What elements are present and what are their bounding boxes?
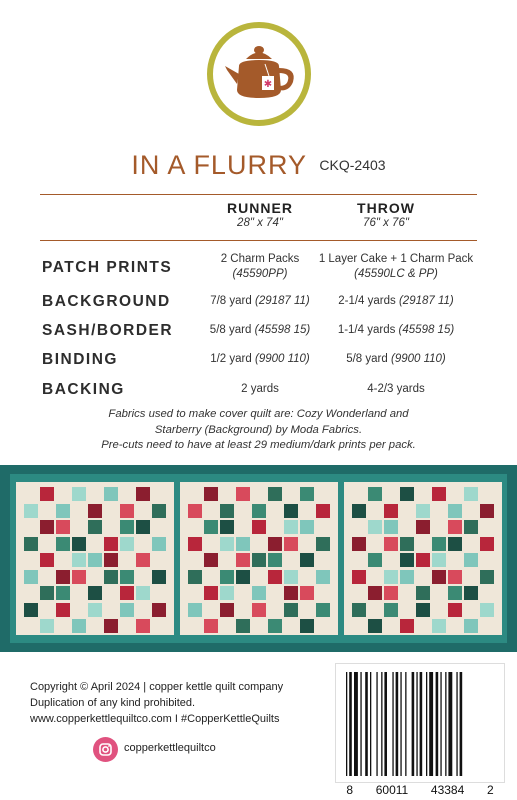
quilt-patch [204,553,218,567]
throw-binding [306,352,486,367]
quilt-patch [316,504,330,518]
throw-binding-code: (9900 110) [390,353,446,365]
quilt-patch [104,487,118,501]
quilt-patch [40,553,54,567]
quilt-patch [104,570,118,584]
quilt-patch [432,537,446,551]
quilt-patch [316,603,330,617]
runner-column-header [190,200,330,229]
quilt-patch [368,619,382,633]
quilt-patch [368,520,382,534]
fabric-note-line-1: Fabrics used to make cover quilt are: Cozy Wonderland and [108,408,409,420]
throw-background-code: (29187 11) [398,295,454,307]
quilt-patch [24,603,38,617]
quilt-patch [56,537,70,551]
quilt-patch [416,586,430,600]
throw-patch-prints-code: (45590LC & PP) [354,268,438,280]
quilt-patch [120,504,134,518]
quilt-patch [368,553,382,567]
quilt-patch [352,537,366,551]
throw-backing: 4-2/3 yards [367,383,425,395]
quilt-patch [188,537,202,551]
quilt-patch [88,603,102,617]
quilt-patch [284,570,298,584]
quilt-patch [300,487,314,501]
quilt-patch [120,520,134,534]
quilt-patch [464,487,478,501]
row-label-binding: BINDING [42,351,118,368]
quilt-patch [40,619,54,633]
quilt-patch [384,504,398,518]
quilt-patch [384,603,398,617]
quilt-patch [480,570,494,584]
quilt-patch [236,537,250,551]
quilt-patch [384,520,398,534]
quilt-patch [188,504,202,518]
throw-sash-border [306,323,486,338]
top-divider [40,194,477,195]
quilt-patch [448,520,462,534]
quilt-patch [204,619,218,633]
quilt-patch [72,537,86,551]
quilt-patch [88,520,102,534]
barcode-digit-group: 2 [486,783,494,797]
quilt-patch [72,553,86,567]
logo [207,22,311,126]
quilt-patch [40,586,54,600]
quilt-patch [464,520,478,534]
quilt-patch [152,603,166,617]
quilt-patch [136,520,150,534]
quilt-patch [448,537,462,551]
quilt-patch [384,537,398,551]
runner-heading: RUNNER [227,200,293,216]
quilt-patch [416,603,430,617]
quilt-patch [284,537,298,551]
copyright-block [30,679,283,727]
quilt-patch [448,586,462,600]
quilt-patch [284,504,298,518]
quilt-patch [40,487,54,501]
row-label-background: BACKGROUND [42,293,171,310]
quilt-patch [24,504,38,518]
quilt-panel-center [180,482,338,635]
quilt-patch [136,586,150,600]
barcode-digit-group: 60011 [375,783,409,797]
quilt-patch [284,586,298,600]
quilt-patch [104,537,118,551]
quilt-patch [236,619,250,633]
quilt-patch [300,619,314,633]
quilt-patch [104,553,118,567]
quilt-patch [236,553,250,567]
quilt-patch [384,570,398,584]
quilt-patch [480,537,494,551]
quilt-patch [300,586,314,600]
barcode-bars [344,672,498,776]
quilt-patch [432,487,446,501]
quilt-patch [352,504,366,518]
quilt-patch [220,586,234,600]
quilt-patch [252,504,266,518]
runner-sash-amount: 5/8 yard [209,324,252,336]
quilt-patch [448,603,462,617]
quilt-patch [188,570,202,584]
runner-background-amount: 7/8 yard [210,295,252,307]
barcode-digit-group: 8 [346,783,354,797]
quilt-patch [220,520,234,534]
quilt-patch [352,570,366,584]
barcode-digit-group: 43384 [430,783,465,797]
throw-size: 76" x 76" [363,217,409,229]
pattern-title [0,150,517,181]
quilt-patch [384,586,398,600]
throw-background [306,294,486,309]
quilt-patch [252,603,266,617]
fabric-notes [30,407,487,454]
quilt-patch [88,586,102,600]
quilt-patch [56,570,70,584]
quilt-patch [480,603,494,617]
quilt-patch [120,603,134,617]
quilt-panel-left [16,482,174,635]
quilt-patch [416,520,430,534]
quilt-patch [220,570,234,584]
quilt-patch [400,570,414,584]
quilt-patch [448,504,462,518]
quilt-patch [236,570,250,584]
quilt-patch [432,619,446,633]
quilt-patch [268,619,282,633]
svg-text:✱: ✱ [263,79,273,90]
quilt-patch [352,603,366,617]
quilt-patch [88,504,102,518]
quilt-patch [300,520,314,534]
runner-patch-prints-code: (45590PP) [232,268,288,280]
row-label-backing: BACKING [42,381,125,398]
row-label-patch-prints: PATCH PRINTS [42,259,173,276]
quilt-patch [284,603,298,617]
quilt-patch [448,570,462,584]
quilt-patch [56,504,70,518]
fabric-note-line-2: Starberry (Background) by Moda Fabrics. [154,423,363,436]
header-divider [40,240,477,241]
quilt-patch [204,520,218,534]
quilt-patch [56,603,70,617]
runner-patch-prints-amount: 2 Charm Packs [220,253,300,265]
quilt-patch [300,553,314,567]
throw-patch-prints-amount: 1 Layer Cake + 1 Charm Pack [318,253,474,265]
quilt-patch [204,487,218,501]
quilt-patch [120,537,134,551]
quilt-patch [152,537,166,551]
quilt-patch [400,619,414,633]
quilt-border [10,474,507,643]
quilt-patch [252,520,266,534]
quilt-patch [56,520,70,534]
quilt-patch [268,553,282,567]
quilt-patch [284,520,298,534]
instagram-handle: copperkettlequiltco [124,742,216,754]
teapot-icon [213,28,305,120]
quilt-patch [120,570,134,584]
quilt-patch [316,570,330,584]
throw-patch-prints [306,252,486,282]
quilt-patch [432,570,446,584]
fabric-note-line-3: Pre-cuts need to have at least 29 medium/dark prints per pack. [101,439,416,451]
quilt-patch [220,504,234,518]
quilt-patch [416,504,430,518]
quilt-patch [268,537,282,551]
quilt-patch [236,487,250,501]
quilt-patch [464,586,478,600]
quilt-patch [136,487,150,501]
quilt-patch [104,619,118,633]
quilt-patch [120,586,134,600]
quilt-patch [464,553,478,567]
instagram-icon [93,737,118,762]
runner-size: 28" x 74" [237,217,283,229]
quilt-patch [88,553,102,567]
throw-binding-amount: 5/8 yard [346,353,388,365]
quilt-patch [40,520,54,534]
quilt-patch [188,603,202,617]
quilt-patch [24,570,38,584]
throw-column-header [316,200,456,229]
quilt-patch [252,553,266,567]
copyright-line: Copyright © April 2024 | copper kettle quilt company [30,681,284,693]
quilt-patch [136,619,150,633]
website-line: www.copperkettlequiltco.com I #CopperKettleQuilts [30,713,280,725]
quilt-patch [464,619,478,633]
runner-binding-code: (9900 110) [254,353,310,365]
pattern-name: IN A FLURRY [131,150,307,180]
quilt-patch [72,619,86,633]
quilt-patch [400,553,414,567]
barcode-digits [335,783,505,797]
throw-heading: THROW [357,200,415,216]
quilt-patch [432,553,446,567]
quilt-patch [136,553,150,567]
quilt-patch [252,586,266,600]
throw-background-amount: 2-1/4 yards [338,295,396,307]
quilt-patch [220,603,234,617]
quilt-patch [400,487,414,501]
quilt-patch [368,586,382,600]
quilt-patch [316,537,330,551]
runner-sash-code: (45598 15) [254,324,311,336]
quilt-patch [72,570,86,584]
quilt-patch [152,504,166,518]
quilt-patch [24,537,38,551]
quilt-patch [56,586,70,600]
runner-background-code: (29187 11) [254,295,310,307]
quilt-panel-right [344,482,502,635]
prohibited-line: Duplication of any kind prohibited. [30,697,196,709]
quilt-patch [220,537,234,551]
quilt-patch [204,586,218,600]
pattern-code: CKQ-2403 [319,157,386,173]
runner-backing: 2 yards [241,383,279,395]
quilt-patch [152,570,166,584]
runner-binding-amount: 1/2 yard [210,353,252,365]
row-label-sash-border: SASH/BORDER [42,322,174,339]
barcode [335,663,505,783]
quilt-patch [268,570,282,584]
quilt-patch [368,487,382,501]
quilt-patch [268,487,282,501]
quilt-patch [480,504,494,518]
throw-sash-code: (45598 15) [398,324,455,336]
quilt-patch [416,553,430,567]
throw-sash-amount: 1-1/4 yards [337,324,396,336]
quilt-patch [400,537,414,551]
quilt-image [0,465,517,652]
quilt-patch [72,487,86,501]
